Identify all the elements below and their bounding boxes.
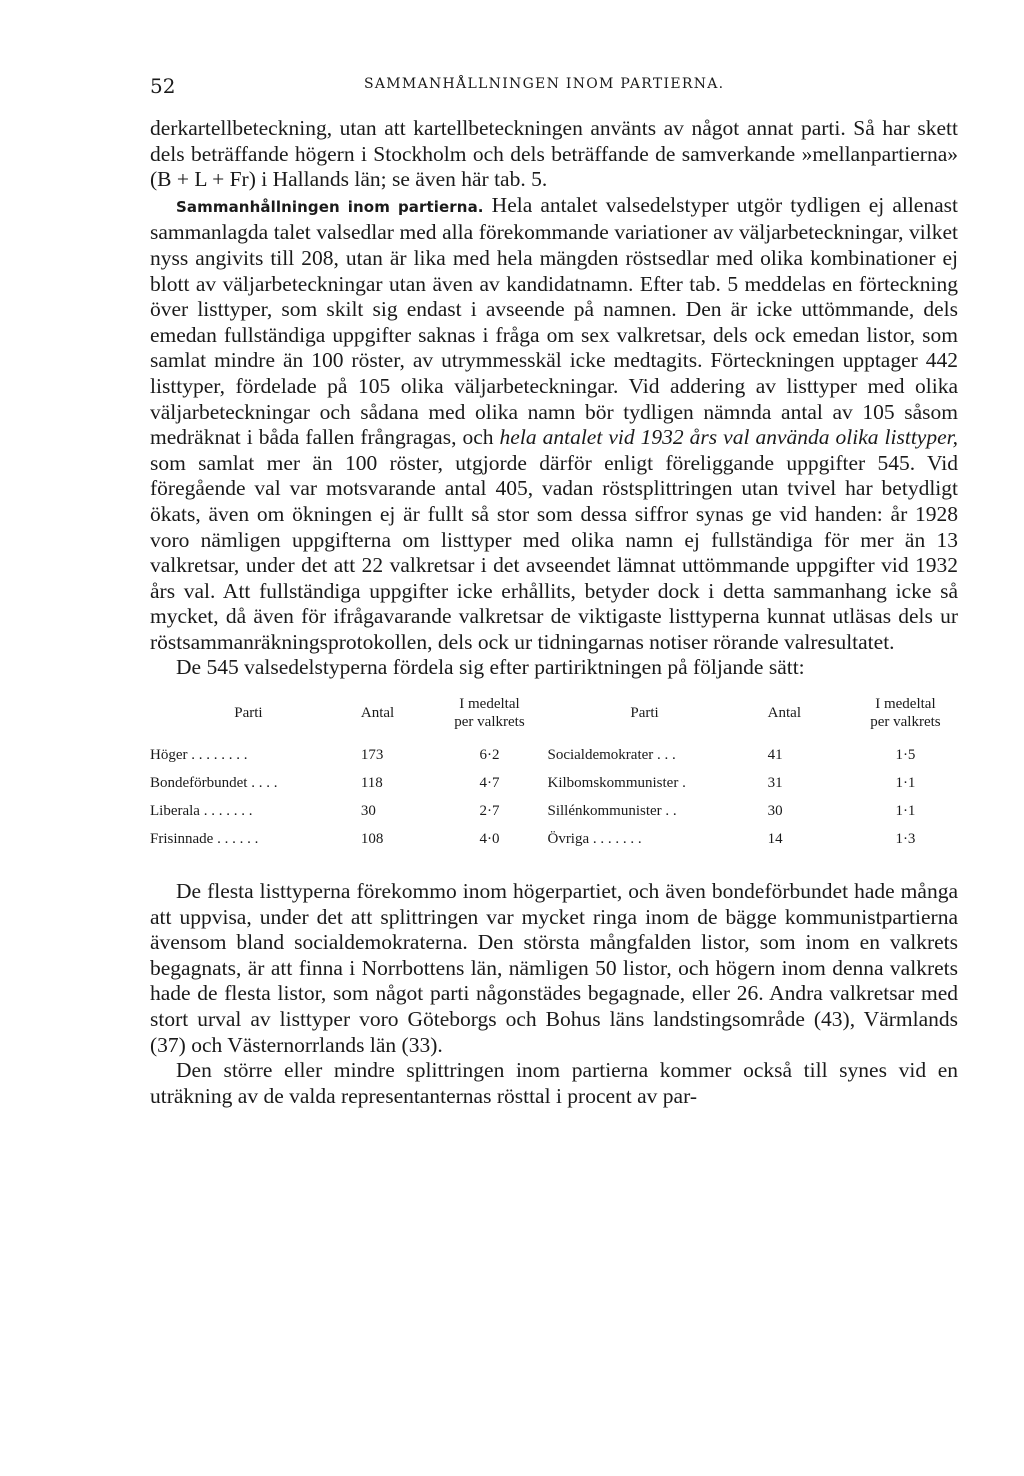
header-medeltal-left [437,695,542,741]
header-parti-left: Parti [234,705,263,722]
table-row [150,797,958,825]
header-parti-right: Parti [630,705,659,722]
paragraph-3: De 545 valsedelstyperna fördela sig efter partiriktningen på följande sätt: [176,655,805,680]
party-name: Bondeförbundet . . . . [150,774,278,791]
header-medeltal-line2: per valkrets [870,714,941,731]
party-count: 108 [360,830,384,847]
party-average: 1·3 [895,830,916,847]
party-average: 1·1 [895,774,916,791]
table-row [150,825,958,853]
party-count: 30 [360,802,376,819]
party-average: 4·0 [479,830,500,847]
header-medeltal-line1: I medeltal [875,696,936,713]
header-antal-left: Antal [360,705,395,722]
section-heading: Sammanhållningen inom partierna. [176,197,484,216]
party-name: Liberala . . . . . . . [150,802,253,819]
party-average: 1·1 [895,802,916,819]
page-number: 52 [150,74,176,98]
paragraph-5: Den större eller mindre splittringen inom partierna kommer också till synes vid en uträkning av de valda representanternas rösttal i procent av par- [150,1058,958,1108]
table-row [150,769,958,797]
table-header-row [150,695,958,741]
header-medeltal-line2: per valkrets [454,714,525,731]
paragraph-2-text-a: Hela antalet valsedelstyper utgör tydligen ej allenast sammanlagda talet valsedlar med alla förekommande variationer av väljarbeteckningar, vilket nyss angivits till 208, utan är lika med hela mängden röstsedlar med olika kombinationer ej blott av väljarbeteckningar utan även av kandidatnamn. Efter tab. 5 meddelas en förteckning över listtyper, som skilt sig endast i avseende på namnen. Den är icke uttömmande, dels emedan fullständiga uppgifter saknas i fråga om sex valkretsar, dels ock emedan listor, som samlat mindre än 100 röster, av utrymmesskäl icke medtagits. Förteckningen upptager 442 listtyper, fördelade på 105 olika väljarbeteckningar. Vid addering av listtyper med olika väljarbeteckningar och sådana med olika namn bör tydligen nämnda antal av 105 såsom medräknat i båda fallen frångragas, och [150,192,958,450]
paragraph-2 [150,193,958,656]
paragraph-1: derkartellbeteckning, utan att kartellbeteckningen använts av något annat parti. Så har skett dels beträffande högern i Stockholm och dels beträffande de samverkande »mellanpartierna» (B + L + Fr) i Hallands län; se även här tab. 5. [150,116,958,192]
body-text [150,116,958,681]
party-average: 6·2 [479,746,500,763]
party-count: 173 [360,746,384,763]
party-name: Övriga . . . . . . . [547,830,642,847]
paragraph-2-text-b: som samlat mer än 100 röster, utgjorde därför enligt föreliggande uppgifter 545. Vid föregående val var motsvarande antal 405, vadan röstsplittringen utan tvivel har betydligt ökats, även om ökningen ej är fullt så stor som dessa siffror synas ge vid handen: år 1928 voro nämligen uppgifterna om listtyper med olika namn ej fullständiga för mer än 13 valkretsar, under det att 22 valkretsar i det avseendet lämnat uttömmande uppgifter vid 1932 års val. Att fullständiga uppgifter icke erhållits, betyder dock i detta sammanhang icke så mycket, då även för ifrågavarande valkretsar de viktigaste listtyperna kunnat utläsas dels ur röstsammanräkningsprotokollen, dels ock ur tidningarnas notiser rörande valresultatet. [150,450,958,654]
party-count: 14 [767,830,783,847]
body-text-after-table [150,879,958,1109]
party-average: 4·7 [479,774,500,791]
party-table [150,695,958,853]
party-name: Höger . . . . . . . . [150,746,248,763]
paragraph-2-italic: hela antalet vid 1932 års val använda olika listtyper, [499,425,958,450]
running-title: SAMMANHÅLLNINGEN INOM PARTIERNA. [364,76,725,92]
table-row [150,741,958,769]
party-count: 118 [360,774,383,791]
party-name: Socialdemokrater . . . [547,746,676,763]
party-count: 41 [767,746,783,763]
header-medeltal-line1: I medeltal [459,696,520,713]
document-page [150,66,958,1109]
party-count: 30 [767,802,783,819]
page-header [150,66,958,96]
party-name: Frisinnade . . . . . . [150,830,259,847]
party-average: 1·5 [895,746,916,763]
header-medeltal-right [853,695,958,741]
paragraph-4: De flesta listtyperna förekommo inom högerpartiet, och även bondeförbundet hade många att uppvisa, under det att splittringen var mycket ringa inom de bägge kommunistpartierna ävensom bland socialdemokraterna. Den största mångfalden listor, som inom en valkrets begagnats, är att finna i Norrbottens län, nämligen 50 listor, och högern inom denna valkrets hade de flesta listor, som något parti någonstädes begagnade, eller 26. Andra valkretsar med stort urval av listtyper voro Göteborgs och Bohus läns landstingsområde (43), Värmlands (37) och Västernorrlands län (33). [150,879,958,1057]
party-name: Kilbomskommunister . [547,774,686,791]
header-antal-right: Antal [767,705,801,722]
party-name: Sillénkommunister . . [547,802,677,819]
party-average: 2·7 [479,802,500,819]
party-count: 31 [767,774,783,791]
